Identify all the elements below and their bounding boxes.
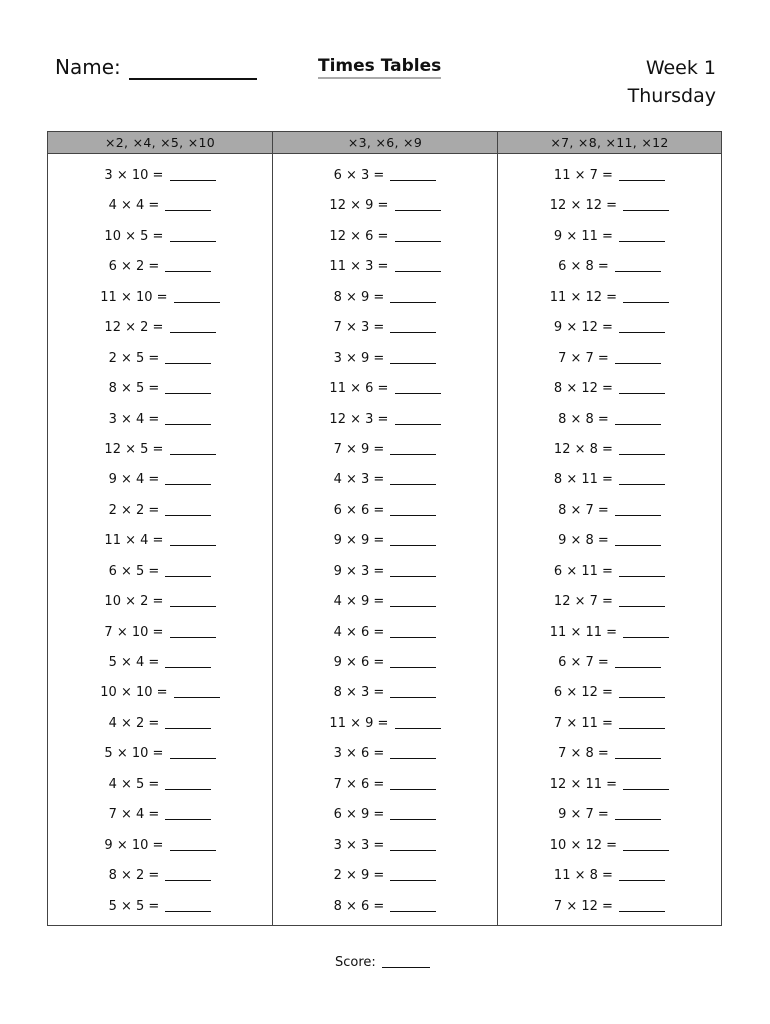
answer-blank[interactable]: [615, 410, 661, 425]
column-heading: ×3, ×6, ×9: [273, 132, 497, 154]
problem-row: [498, 894, 721, 924]
problem-row: [498, 376, 721, 406]
answer-blank[interactable]: [619, 318, 665, 333]
problem-text: 3 × 10 =: [104, 168, 164, 183]
problem-text: 8 × 7 =: [558, 502, 609, 518]
problem-row: [48, 224, 272, 254]
answer-blank[interactable]: [170, 623, 216, 638]
problem-row: [48, 833, 272, 863]
answer-blank[interactable]: [615, 257, 661, 272]
problem-row: [48, 863, 272, 893]
answer-blank[interactable]: [390, 349, 436, 364]
problem-text: 9 × 11 =: [553, 228, 613, 244]
answer-blank[interactable]: [170, 318, 216, 333]
name-label: Name:: [55, 55, 121, 79]
answer-blank[interactable]: [390, 653, 436, 668]
problem-text: 9 × 10 =: [104, 837, 164, 853]
score-blank[interactable]: [382, 953, 430, 968]
answer-blank[interactable]: [390, 836, 436, 851]
problem-text: 4 × 3 =: [333, 472, 385, 488]
problem-row: [498, 224, 721, 254]
problem-row: [48, 467, 272, 497]
problem-row: [273, 315, 497, 345]
problem-text: 12 × 6 =: [329, 228, 389, 244]
answer-blank[interactable]: [619, 683, 665, 698]
answer-blank[interactable]: [615, 653, 661, 668]
problem-row: [273, 163, 497, 193]
answer-blank[interactable]: [170, 836, 216, 851]
problem-text: 3 × 6 =: [333, 746, 385, 762]
answer-blank[interactable]: [619, 379, 665, 394]
problem-row: [273, 711, 497, 741]
problem-text: 3 × 3 =: [333, 837, 385, 853]
problem-text: 8 × 6 =: [333, 898, 385, 914]
problem-row: [273, 407, 497, 437]
problem-row: [48, 346, 272, 376]
answer-blank[interactable]: [623, 836, 669, 851]
answer-blank[interactable]: [165, 805, 211, 820]
answer-blank[interactable]: [623, 288, 669, 303]
problem-row: [48, 254, 272, 284]
problem-row: [498, 315, 721, 345]
column-x7-x8-x11-x12: [498, 132, 721, 925]
answer-blank[interactable]: [615, 805, 661, 820]
answer-blank[interactable]: [390, 288, 436, 303]
problem-text: 7 × 9 =: [333, 441, 385, 457]
problem-text: 11 × 11 =: [549, 624, 618, 640]
problem-text: 6 × 2 =: [108, 259, 160, 275]
week-label: Week 1: [645, 57, 716, 79]
problem-row: [48, 528, 272, 558]
problem-row: [48, 589, 272, 619]
day-label: Thursday: [627, 85, 716, 107]
problem-text: 11 × 9 =: [329, 715, 389, 731]
answer-blank[interactable]: [390, 897, 436, 912]
problem-text: 9 × 3 =: [333, 563, 385, 579]
answer-blank[interactable]: [390, 775, 436, 790]
problem-row: [48, 559, 272, 589]
problem-text: 10 × 5 =: [104, 228, 164, 244]
problem-row: [48, 193, 272, 223]
answer-blank[interactable]: [615, 744, 661, 759]
problem-text: 8 × 3 =: [333, 685, 385, 701]
problem-row: [273, 346, 497, 376]
problem-row: [273, 863, 497, 893]
problem-text: 2 × 9 =: [333, 868, 385, 884]
problem-row: [498, 620, 721, 650]
answer-blank[interactable]: [619, 714, 665, 729]
column-heading: ×2, ×4, ×5, ×10: [48, 132, 272, 154]
problem-row: [498, 437, 721, 467]
problem-row: [48, 163, 272, 193]
answer-blank[interactable]: [170, 227, 216, 242]
problem-row: [48, 650, 272, 680]
problem-text: 11 × 6 =: [329, 381, 389, 397]
problem-text: 9 × 9 =: [333, 533, 385, 549]
problem-list: [48, 154, 272, 924]
problem-row: [48, 285, 272, 315]
problem-text: 11 × 3 =: [329, 259, 389, 275]
answer-blank[interactable]: [165, 470, 211, 485]
problem-text: 4 × 5 =: [108, 776, 160, 792]
problem-text: 7 × 11 =: [553, 715, 613, 731]
problem-text: 2 × 5 =: [108, 350, 160, 366]
problem-row: [273, 802, 497, 832]
problem-text: 10 × 12 =: [549, 837, 618, 853]
problem-row: [273, 741, 497, 771]
answer-blank[interactable]: [390, 683, 436, 698]
problem-row: [498, 346, 721, 376]
problem-text: 10 × 2 =: [104, 594, 164, 610]
answer-blank[interactable]: [165, 653, 211, 668]
name-field: [55, 54, 257, 80]
problem-row: [48, 772, 272, 802]
answer-blank[interactable]: [165, 775, 211, 790]
problem-row: [273, 620, 497, 650]
problem-row: [498, 772, 721, 802]
answer-blank[interactable]: [395, 196, 441, 211]
problem-text: 8 × 5 =: [108, 381, 160, 397]
problem-grid: [47, 131, 722, 926]
problem-text: 11 × 8 =: [553, 868, 613, 884]
problem-row: [498, 863, 721, 893]
problem-text: 6 × 11 =: [553, 563, 613, 579]
answer-blank[interactable]: [165, 196, 211, 211]
answer-blank[interactable]: [395, 714, 441, 729]
problem-text: 12 × 12 =: [549, 198, 618, 214]
problem-text: 11 × 10 =: [100, 289, 168, 305]
problem-text: 10 × 10 =: [100, 685, 168, 701]
column-x3-x6-x9: [273, 132, 498, 925]
problem-row: [273, 467, 497, 497]
answer-blank[interactable]: [619, 166, 665, 181]
problem-row: [498, 711, 721, 741]
problem-list: [498, 154, 721, 924]
problem-text: 12 × 2 =: [104, 320, 164, 336]
problem-row: [498, 741, 721, 771]
problem-row: [48, 741, 272, 771]
answer-blank[interactable]: [615, 531, 661, 546]
problem-text: 11 × 7 =: [553, 168, 613, 183]
problem-row: [273, 680, 497, 710]
problem-text: 6 × 12 =: [553, 685, 613, 701]
answer-blank[interactable]: [390, 318, 436, 333]
answer-blank[interactable]: [623, 196, 669, 211]
problem-row: [498, 467, 721, 497]
answer-blank[interactable]: [390, 592, 436, 607]
problem-row: [48, 315, 272, 345]
answer-blank[interactable]: [165, 714, 211, 729]
problem-row: [498, 254, 721, 284]
problem-text: 7 × 10 =: [104, 624, 164, 640]
answer-blank[interactable]: [165, 562, 211, 577]
answer-blank[interactable]: [390, 470, 436, 485]
problem-text: 7 × 12 =: [553, 898, 613, 914]
answer-blank[interactable]: [165, 410, 211, 425]
answer-blank[interactable]: [619, 227, 665, 242]
problem-text: 9 × 7 =: [558, 807, 609, 823]
answer-blank[interactable]: [165, 897, 211, 912]
problem-row: [498, 193, 721, 223]
answer-blank[interactable]: [395, 410, 441, 425]
problem-row: [273, 193, 497, 223]
answer-blank[interactable]: [615, 349, 661, 364]
problem-row: [48, 407, 272, 437]
problem-row: [273, 528, 497, 558]
answer-blank[interactable]: [174, 288, 220, 303]
problem-text: 8 × 11 =: [553, 472, 613, 488]
answer-blank[interactable]: [170, 531, 216, 546]
problem-text: 3 × 9 =: [333, 350, 385, 366]
problem-text: 9 × 8 =: [558, 533, 609, 549]
problem-row: [498, 559, 721, 589]
problem-text: 11 × 12 =: [549, 289, 618, 305]
problem-row: [273, 833, 497, 863]
problem-text: 6 × 3 =: [333, 168, 385, 183]
answer-blank[interactable]: [170, 744, 216, 759]
problem-text: 9 × 4 =: [108, 472, 160, 488]
problem-text: 6 × 6 =: [333, 502, 385, 518]
problem-row: [498, 285, 721, 315]
problem-row: [273, 498, 497, 528]
answer-blank[interactable]: [395, 257, 441, 272]
name-blank[interactable]: [129, 58, 257, 80]
week-day-block: [628, 54, 716, 110]
problem-text: 7 × 7 =: [558, 350, 609, 366]
problem-row: [273, 650, 497, 680]
problem-text: 7 × 4 =: [108, 807, 160, 823]
problem-row: [498, 833, 721, 863]
answer-blank[interactable]: [619, 897, 665, 912]
problem-text: 12 × 3 =: [329, 411, 389, 427]
answer-blank[interactable]: [395, 227, 441, 242]
problem-text: 9 × 12 =: [553, 320, 613, 336]
column-x2-x4-x5-x10: [48, 132, 273, 925]
problem-text: 8 × 8 =: [558, 411, 609, 427]
answer-blank[interactable]: [165, 379, 211, 394]
answer-blank[interactable]: [174, 683, 220, 698]
problem-text: 12 × 9 =: [329, 198, 389, 214]
problem-row: [498, 802, 721, 832]
problem-text: 4 × 4 =: [108, 198, 160, 214]
answer-blank[interactable]: [390, 866, 436, 881]
problem-list: [273, 154, 497, 924]
problem-text: 2 × 2 =: [108, 502, 160, 518]
problem-text: 12 × 11 =: [549, 776, 618, 792]
problem-text: 8 × 12 =: [553, 381, 613, 397]
answer-blank[interactable]: [165, 257, 211, 272]
answer-blank[interactable]: [165, 349, 211, 364]
answer-blank[interactable]: [619, 866, 665, 881]
problem-row: [498, 680, 721, 710]
problem-text: 4 × 2 =: [108, 715, 160, 731]
problem-row: [48, 498, 272, 528]
problem-row: [48, 376, 272, 406]
problem-text: 6 × 5 =: [108, 563, 160, 579]
problem-row: [273, 285, 497, 315]
problem-text: 6 × 7 =: [558, 655, 609, 670]
problem-row: [273, 376, 497, 406]
problem-row: [273, 772, 497, 802]
answer-blank[interactable]: [170, 440, 216, 455]
answer-blank[interactable]: [390, 562, 436, 577]
problem-row: [48, 894, 272, 924]
answer-blank[interactable]: [623, 623, 669, 638]
problem-text: 4 × 9 =: [333, 594, 385, 610]
problem-row: [273, 894, 497, 924]
answer-blank[interactable]: [619, 562, 665, 577]
problem-row: [498, 498, 721, 528]
answer-blank[interactable]: [619, 470, 665, 485]
score-field: [335, 953, 430, 973]
score-label: Score:: [335, 955, 376, 970]
problem-text: 4 × 6 =: [333, 624, 385, 640]
problem-row: [273, 254, 497, 284]
problem-text: 8 × 9 =: [333, 289, 385, 305]
answer-blank[interactable]: [165, 866, 211, 881]
answer-blank[interactable]: [165, 501, 211, 516]
problem-text: 7 × 3 =: [333, 320, 385, 336]
problem-text: 12 × 5 =: [104, 441, 164, 457]
problem-row: [498, 163, 721, 193]
answer-blank[interactable]: [390, 440, 436, 455]
answer-blank[interactable]: [619, 592, 665, 607]
answer-blank[interactable]: [390, 166, 436, 181]
problem-row: [498, 589, 721, 619]
problem-row: [48, 437, 272, 467]
problem-row: [498, 528, 721, 558]
problem-text: 8 × 2 =: [108, 868, 160, 884]
problem-row: [48, 711, 272, 741]
answer-blank[interactable]: [170, 166, 216, 181]
problem-text: 5 × 5 =: [108, 898, 160, 914]
problem-text: 12 × 8 =: [553, 441, 613, 457]
problem-text: 7 × 8 =: [558, 746, 609, 762]
problem-row: [273, 437, 497, 467]
problem-text: 6 × 9 =: [333, 807, 385, 823]
problem-text: 5 × 4 =: [108, 655, 160, 670]
answer-blank[interactable]: [390, 501, 436, 516]
answer-blank[interactable]: [623, 775, 669, 790]
page-title: Times Tables: [318, 55, 441, 79]
answer-blank[interactable]: [170, 592, 216, 607]
problem-row: [273, 224, 497, 254]
problem-text: 9 × 6 =: [333, 655, 385, 670]
problem-text: 3 × 4 =: [108, 411, 160, 427]
column-heading: ×7, ×8, ×11, ×12: [498, 132, 721, 154]
problem-row: [48, 680, 272, 710]
problem-text: 12 × 7 =: [553, 594, 613, 610]
answer-blank[interactable]: [390, 744, 436, 759]
problem-row: [498, 650, 721, 680]
answer-blank[interactable]: [390, 805, 436, 820]
problem-row: [273, 559, 497, 589]
problem-row: [48, 620, 272, 650]
answer-blank[interactable]: [619, 440, 665, 455]
problem-text: 7 × 6 =: [333, 776, 385, 792]
answer-blank[interactable]: [395, 379, 441, 394]
answer-blank[interactable]: [615, 501, 661, 516]
answer-blank[interactable]: [390, 531, 436, 546]
answer-blank[interactable]: [390, 623, 436, 638]
problem-row: [498, 407, 721, 437]
problem-text: 5 × 10 =: [104, 746, 164, 762]
problem-row: [48, 802, 272, 832]
problem-row: [273, 589, 497, 619]
problem-text: 11 × 4 =: [104, 533, 164, 549]
problem-text: 6 × 8 =: [558, 259, 609, 275]
